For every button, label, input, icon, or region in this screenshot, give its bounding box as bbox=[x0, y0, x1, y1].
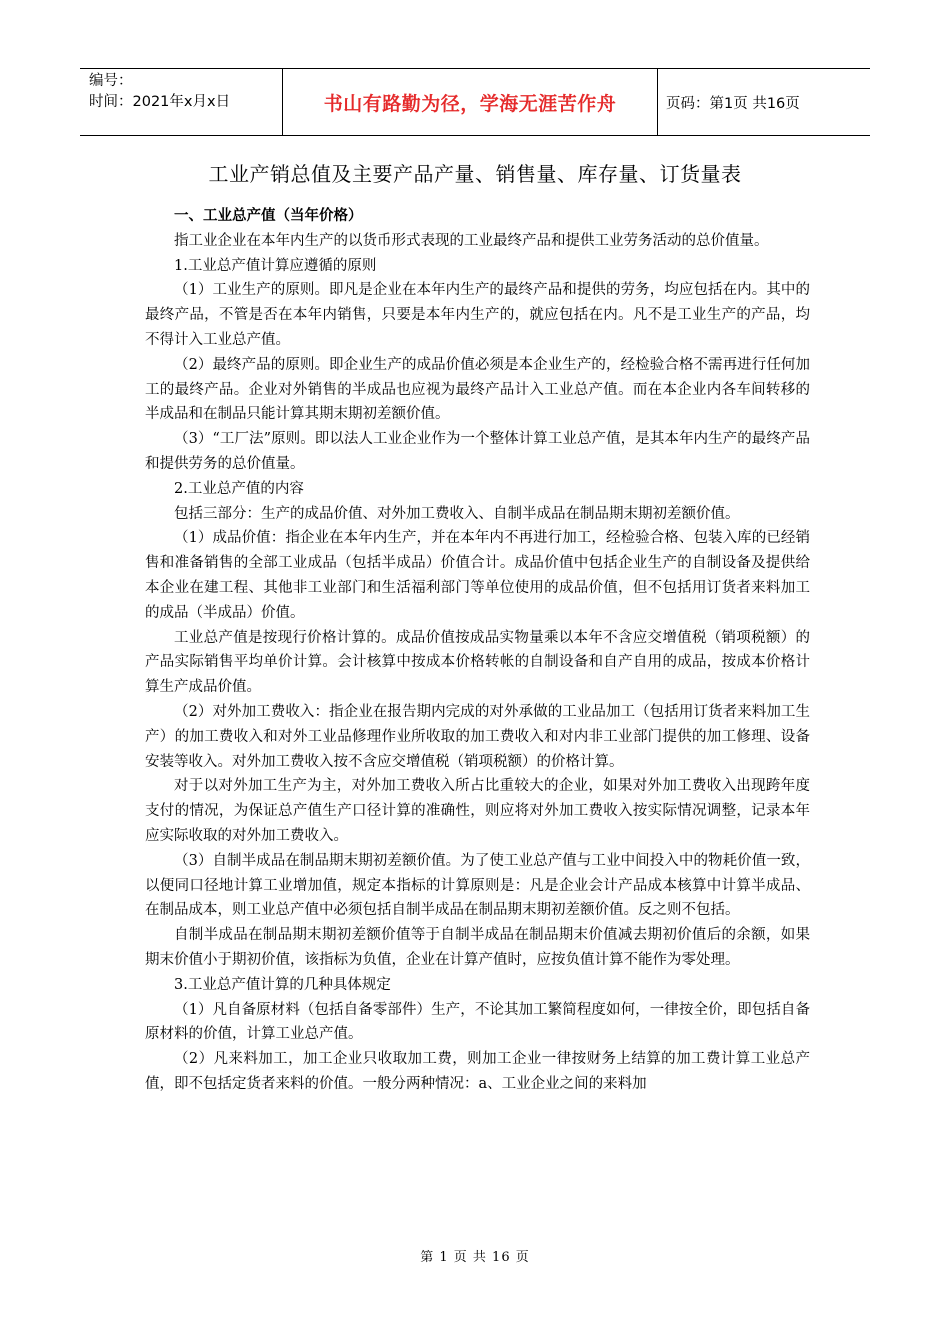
header-motto-cell bbox=[283, 69, 658, 135]
paragraph: （1）成品价值：指企业在本年内生产，并在本年内不再进行加工，经检验合格、包装入库的已经销售和准备销售的全部工业成品（包括半成品）价值合计。成品价值中包括企业生产的自制设备及提供给本企业在建工程、其他非工业部门和生活福利部门等单位使用的成品价值，但不包括用订货者来料加工的成品（半成品）价值。 bbox=[145, 530, 810, 621]
subsection-heading: 1.工业总产值计算应遵循的原则 bbox=[174, 257, 377, 274]
document-date-label: 时间：2021年x月x日 bbox=[89, 94, 231, 110]
header-motto: 书山有路勤为径，学海无涯苦作舟 bbox=[323, 92, 617, 115]
document-number-label: 编号： bbox=[89, 73, 133, 89]
paragraph: （3）自制半成品在制品期末期初差额价值。为了使工业总产值与工业中间投入中的物耗价值一致，以便同口径地计算工业增加值，规定本指标的计算原则是：凡是企业会计产品成本核算中计算半成品、在制品成本，则工业总产值中必须包括自制半成品在制品期末期初差额价值。反之则不包括。 bbox=[145, 852, 810, 919]
paragraph: 包括三部分：生产的成品价值、对外加工费收入、自制半成品在制品期末期初差额价值。 bbox=[174, 505, 740, 522]
paragraph: 对于以对外加工生产为主，对外加工费收入所占比重较大的企业，如果对外加工费收入出现跨年度支付的情况，为保证总产值生产口径计算的准确性，则应将对外加工费收入按实际情况调整，记录本年应实际收取的对外加工费收入。 bbox=[145, 778, 810, 844]
subsection-heading: 3.工业总产值计算的几种具体规定 bbox=[174, 976, 391, 993]
paragraph: （1）凡自备原材料（包括自备零部件）生产，不论其加工繁简程度如何，一律按全价，即包括自备原材料的价值，计算工业总产值。 bbox=[145, 1001, 810, 1043]
page-footer: 第 1 页 共 16 页 bbox=[420, 1250, 530, 1265]
paragraph: 指工业企业在本年内生产的以货币形式表现的工业最终产品和提供工业劳务活动的总价值量。 bbox=[174, 232, 769, 249]
paragraph: （3）“工厂法”原则。即以法人工业企业作为一个整体计算工业总产值，是其本年内生产的最终产品和提供劳务的总价值量。 bbox=[145, 431, 810, 472]
paragraph: 工业总产值是按现行价格计算的。成品价值按成品实物量乘以本年不含应交增值税（销项税额）的产品实际销售平均单价计算。会计核算中按成本价格转帐的自制设备和自产自用的成品，按成本价格计算生产成品价值。 bbox=[145, 629, 810, 696]
header-page-cell bbox=[658, 69, 870, 135]
paragraph: （2）对外加工费收入：指企业在报告期内完成的对外承做的工业品加工（包括用订货者来料加工生产）的加工费收入和对外工业品修理作业所收取的加工费收入和对内非工业部门提供的加工修理、设备安装等收入。对外加工费收入按不含应交增值税（销项税额）的价格计算。 bbox=[145, 703, 810, 770]
section-heading: 一、工业总产值（当年价格） bbox=[174, 208, 363, 224]
paragraph: （2）凡来料加工，加工企业只收取加工费，则加工企业一律按财务上结算的加工费计算工业总产值，即不包括定货者来料的价值。一般分两种情况：a、工业企业之间的来料加 bbox=[145, 1051, 810, 1092]
paragraph: （1）工业生产的原则。即凡是企业在本年内生产的最终产品和提供的劳务，均应包括在内。其中的最终产品，不管是否在本年内销售，只要是本年内生产的，就应包括在内。凡不是工业生产的产品，均不得计入工业总产值。 bbox=[145, 282, 810, 348]
paragraph: （2）最终产品的原则。即企业生产的成品价值必须是本企业生产的，经检验合格不需再进行任何加工的最终产品。企业对外销售的半成品也应视为最终产品计入工业总产值。而在本企业内各车间转移的半成品和在制品只能计算其期末期初差额价值。 bbox=[145, 356, 810, 423]
header-page-info: 页码：第1页 共16页 bbox=[666, 95, 800, 112]
document-header bbox=[80, 68, 870, 136]
document-body bbox=[145, 204, 810, 1097]
header-meta-cell bbox=[80, 69, 283, 135]
paragraph: 自制半成品在制品期末期初差额价值等于自制半成品在制品期末价值减去期初价值后的余额，如果期末价值小于期初价值，该指标为负值，企业在计算产值时，应按负值计算不能作为零处理。 bbox=[145, 927, 810, 968]
subsection-heading: 2.工业总产值的内容 bbox=[174, 480, 304, 497]
document-title: 工业产销总值及主要产品产量、销售量、库存量、订货量表 bbox=[208, 162, 742, 186]
